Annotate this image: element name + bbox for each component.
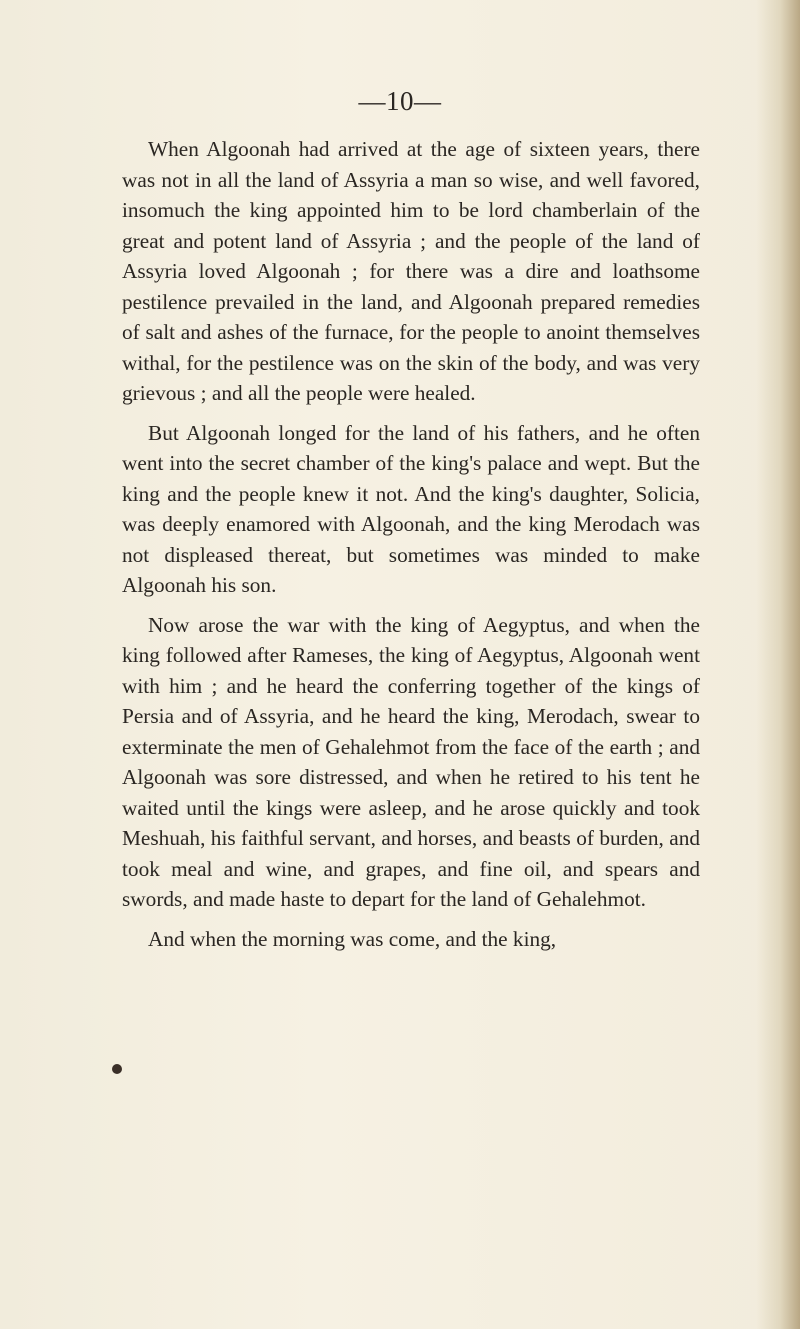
paragraph-2: But Algoonah longed for the land of his fathers, and he often went into the secret chamber of the king's palace and wept. But the king and the people knew it not. And the king's daughter, Solicia, was deeply enamored with Algoonah, and the king Merodach was not displeased thereat, but sometimes was minded to make Algoonah his son. bbox=[122, 420, 700, 597]
ink-dot-ornament bbox=[112, 1064, 122, 1074]
page-edge-shadow bbox=[756, 0, 800, 1329]
paragraph-3: Now arose the war with the king of Aegyptus, and when the king followed after Rameses, the king of Aegyptus, Algoonah went with him ; and he heard the conferring together of the kings of Persia and of Assyria, and he heard the king, Merodach, swear to exterminate the men of Gehalehmot from the face of the earth ; and Algoonah was sore distressed, and when he retired to his tent he waited until the kings were asleep, and he arose quickly and took Meshuah, his faithful servant, and horses, and beasts of burden, and took meal and wine, and grapes, and fine oil, and spears and swords, and made haste to depart for the land of Gehalehmot. bbox=[122, 612, 700, 911]
page-number: —10— bbox=[358, 86, 442, 116]
body-text bbox=[122, 134, 700, 963]
paragraph-1: When Algoonah had arrived at the age of sixteen years, there was not in all the land of Assyria a man so wise, and well favored, insomuch the king appointed him to be lord chamberlain of the great and potent land of Assyria ; and the people of the land of Assyria loved Algoonah ; for there was a dire and loathsome pestilence prevailed in the land, and Algoonah prepared remedies of salt and ashes of the furnace, for the people to anoint themselves withal, for the pestilence was on the skin of the body, and was very grievous ; and all the people were healed. bbox=[122, 137, 700, 405]
paragraph-4: And when the morning was come, and the king, bbox=[148, 926, 557, 951]
